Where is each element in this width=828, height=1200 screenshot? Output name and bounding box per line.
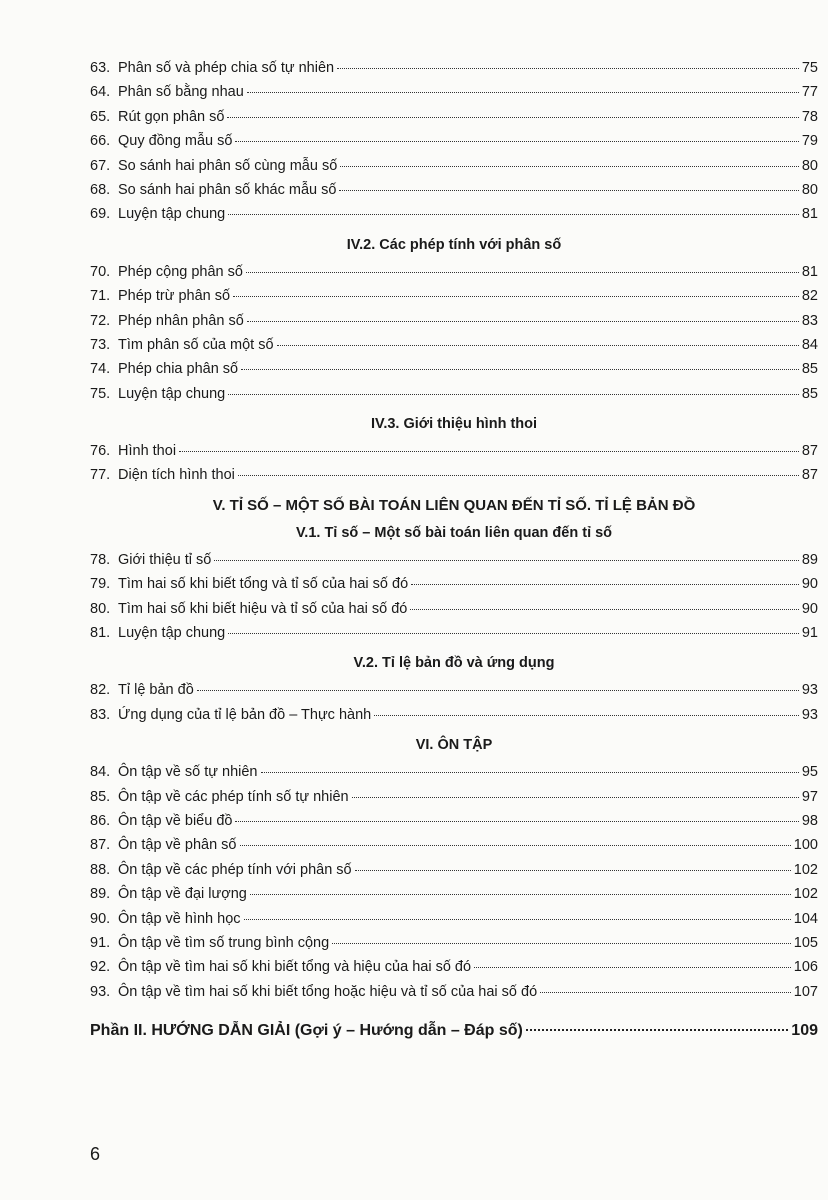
entry-title: Phép nhân phân số	[118, 312, 244, 329]
entry-page: 97	[801, 788, 818, 805]
entry-title: Tìm phân số của một số	[118, 336, 274, 353]
dot-leader	[238, 475, 799, 476]
entry-number: 86.	[90, 812, 111, 829]
entry-page: 105	[793, 934, 818, 951]
part-page: 109	[791, 1022, 818, 1040]
dot-leader	[332, 943, 791, 944]
entry-title: Hình thoi	[118, 443, 177, 460]
entry-title: Tìm hai số khi biết hiệu và tỉ số của hai số đó	[118, 600, 408, 617]
dot-leader	[250, 894, 791, 895]
entry-number: 92.	[90, 959, 111, 976]
entry-page: 81	[801, 263, 818, 280]
entry-number: 63.	[90, 60, 111, 76]
dot-leader	[235, 141, 798, 142]
entry-page: 81	[801, 206, 818, 223]
entry-number: 85.	[90, 788, 111, 805]
entry-title: Luyện tập chung	[118, 206, 226, 223]
entry-title: Ứng dụng của tỉ lệ bản đồ – Thực hành	[118, 706, 372, 723]
toc-entry	[90, 439, 818, 463]
table-of-contents	[90, 56, 818, 1044]
entry-page: 102	[793, 861, 818, 878]
toc-entry	[90, 907, 818, 931]
subsection-heading: VI. ÔN TẬP	[415, 737, 493, 754]
entry-title: Quy đồng mẫu số	[118, 133, 233, 150]
toc-entry	[90, 357, 818, 381]
entry-title: Ôn tập về đại lượng	[118, 886, 247, 903]
entry-title: Ôn tập về tìm hai số khi biết tổng và hiệu của hai số đó	[118, 959, 472, 976]
entry-number: 75.	[90, 385, 111, 402]
dot-leader	[261, 772, 799, 773]
entry-number: 82.	[90, 682, 111, 699]
toc-entry	[90, 809, 818, 833]
dot-leader	[246, 272, 799, 273]
entry-page: 84	[801, 336, 818, 353]
entry-page: 100	[793, 837, 818, 854]
dot-leader	[277, 345, 799, 346]
subsection-heading: IV.3. Giới thiệu hình thoi	[370, 416, 538, 433]
toc-entry	[90, 333, 818, 357]
entry-title: Ôn tập về phân số	[118, 837, 237, 854]
entry-number: 91.	[90, 934, 111, 951]
entry-title: So sánh hai phân số cùng mẫu số	[118, 157, 338, 174]
dot-leader	[352, 797, 799, 798]
entry-title: Phép chia phân số	[118, 361, 239, 378]
entry-page: 89	[801, 551, 818, 568]
dot-leader	[179, 451, 799, 452]
toc-entry	[90, 154, 818, 178]
entry-page: 106	[793, 959, 818, 976]
entry-title: So sánh hai phân số khác mẫu số	[118, 181, 337, 198]
entry-page: 80	[801, 181, 818, 198]
dot-leader	[337, 68, 799, 69]
dot-leader	[247, 321, 799, 322]
entry-title: Phân số và phép chia số tự nhiên	[118, 60, 335, 76]
part-entry	[90, 1018, 818, 1044]
entry-title: Phép trừ phân số	[118, 288, 231, 305]
entry-page: 93	[801, 682, 818, 699]
toc-entry	[90, 833, 818, 857]
dot-leader	[197, 690, 799, 691]
entry-page: 87	[801, 467, 818, 484]
entry-title: Luyện tập chung	[118, 625, 226, 642]
entry-page: 78	[801, 108, 818, 125]
entry-title: Ôn tập về biểu đồ	[118, 812, 233, 829]
entry-title: Ôn tập về hình học	[118, 910, 241, 927]
dot-leader	[247, 92, 799, 93]
entry-page: 79	[801, 133, 818, 150]
entry-number: 64.	[90, 84, 111, 101]
entry-number: 74.	[90, 361, 111, 378]
entry-title: Diện tích hình thoi	[118, 467, 235, 484]
toc-entry	[90, 382, 818, 406]
entry-number: 83.	[90, 706, 111, 723]
entry-title: Rút gọn phân số	[118, 108, 225, 125]
entry-page: 82	[801, 288, 818, 305]
toc-entry	[90, 105, 818, 129]
dot-leader	[355, 870, 791, 871]
toc-entry	[90, 980, 818, 1004]
dot-leader	[228, 633, 799, 634]
entry-number: 65.	[90, 108, 111, 125]
dot-leader	[240, 845, 791, 846]
page-number: 6	[90, 1144, 101, 1164]
dot-leader	[227, 117, 798, 118]
entry-page: 85	[801, 361, 818, 378]
entry-number: 79.	[90, 576, 111, 593]
dot-leader	[474, 967, 791, 968]
toc-entry	[90, 178, 818, 202]
toc-entry	[90, 129, 818, 153]
toc-entry	[90, 463, 818, 487]
entry-page: 104	[793, 910, 818, 927]
entry-title: Ôn tập về các phép tính số tự nhiên	[118, 788, 349, 805]
entry-title: Tìm hai số khi biết tổng và tỉ số của hai số đó	[118, 576, 409, 593]
entry-page: 90	[801, 576, 818, 593]
entry-number: 88.	[90, 861, 111, 878]
toc-entry	[90, 785, 818, 809]
subsection-heading: V.2. Tỉ lệ bản đồ và ứng dụng	[353, 655, 555, 672]
entry-number: 70.	[90, 263, 111, 280]
dot-leader	[339, 190, 798, 191]
entry-title: Luyện tập chung	[118, 385, 226, 402]
entry-title: Phân số bằng nhau	[118, 84, 244, 101]
toc-entry	[90, 260, 818, 284]
entry-number: 76.	[90, 443, 111, 460]
dot-leader	[228, 214, 799, 215]
entry-title: Phép cộng phân số	[118, 263, 243, 280]
toc-entry	[90, 955, 818, 979]
entry-number: 80.	[90, 600, 111, 617]
entry-number: 90.	[90, 910, 111, 927]
dot-leader	[374, 715, 799, 716]
toc-entry	[90, 678, 818, 702]
entry-page: 83	[801, 312, 818, 329]
toc-entry	[90, 931, 818, 955]
dot-leader	[233, 296, 799, 297]
entry-title: Ôn tập về số tự nhiên	[118, 764, 258, 781]
toc-entry	[90, 621, 818, 645]
dot-leader	[340, 166, 799, 167]
section-heading: V. TỈ SỐ – MỘT SỐ BÀI TOÁN LIÊN QUAN ĐẾN TỈ SỐ. TỈ LỆ BẢN ĐỒ	[212, 496, 696, 514]
entry-number: 69.	[90, 206, 111, 223]
dot-leader	[540, 992, 791, 993]
toc-entry	[90, 858, 818, 882]
part-title: Phần II. HƯỚNG DẪN GIẢI (Gợi ý – Hướng dẫn – Đáp số)	[90, 1022, 523, 1040]
entry-title: Tỉ lệ bản đồ	[118, 682, 194, 699]
toc-entry	[90, 597, 818, 621]
entry-page: 98	[801, 812, 818, 829]
toc-entry	[90, 202, 818, 226]
dot-leader	[411, 584, 799, 585]
entry-page: 91	[801, 625, 818, 642]
entry-page: 75	[801, 60, 818, 76]
toc-entry	[90, 572, 818, 596]
dot-leader	[241, 369, 799, 370]
entry-title: Giới thiệu tỉ số	[118, 551, 212, 568]
dot-leader	[214, 560, 799, 561]
toc-entry	[90, 284, 818, 308]
toc-entry	[90, 309, 818, 333]
entry-number: 81.	[90, 625, 111, 642]
entry-number: 78.	[90, 551, 111, 568]
dot-leader	[526, 1029, 788, 1031]
toc-entry	[90, 760, 818, 784]
entry-number: 68.	[90, 181, 111, 198]
entry-page: 107	[793, 983, 818, 1000]
dot-leader	[235, 821, 798, 822]
toc-entry	[90, 882, 818, 906]
entry-number: 84.	[90, 764, 111, 781]
entry-number: 73.	[90, 336, 111, 353]
entry-number: 89.	[90, 886, 111, 903]
dot-leader	[410, 609, 799, 610]
entry-page: 80	[801, 157, 818, 174]
entry-number: 77.	[90, 467, 111, 484]
toc-entry	[90, 703, 818, 727]
entry-page: 93	[801, 706, 818, 723]
toc-entry	[90, 56, 818, 80]
entry-number: 93.	[90, 983, 111, 1000]
entry-title: Ôn tập về tìm hai số khi biết tổng hoặc hiệu và tỉ số của hai số đó	[118, 983, 538, 1000]
subsection-heading: V.1. Tỉ số – Một số bài toán liên quan đến tỉ số	[295, 524, 613, 541]
entry-number: 87.	[90, 837, 111, 854]
dot-leader	[244, 919, 791, 920]
entry-page: 90	[801, 600, 818, 617]
dot-leader	[228, 394, 799, 395]
entry-number: 66.	[90, 133, 111, 150]
subsection-heading: IV.2. Các phép tính với phân số	[346, 236, 562, 253]
entry-title: Ôn tập về các phép tính với phân số	[118, 861, 352, 878]
entry-page: 102	[793, 886, 818, 903]
entry-page: 77	[801, 84, 818, 101]
toc-entry	[90, 548, 818, 572]
entry-number: 71.	[90, 288, 111, 305]
entry-page: 85	[801, 385, 818, 402]
entry-title: Ôn tập về tìm số trung bình cộng	[118, 934, 330, 951]
entry-number: 72.	[90, 312, 111, 329]
entry-page: 87	[801, 443, 818, 460]
entry-page: 95	[801, 764, 818, 781]
entry-number: 67.	[90, 157, 111, 174]
toc-entry	[90, 80, 818, 104]
